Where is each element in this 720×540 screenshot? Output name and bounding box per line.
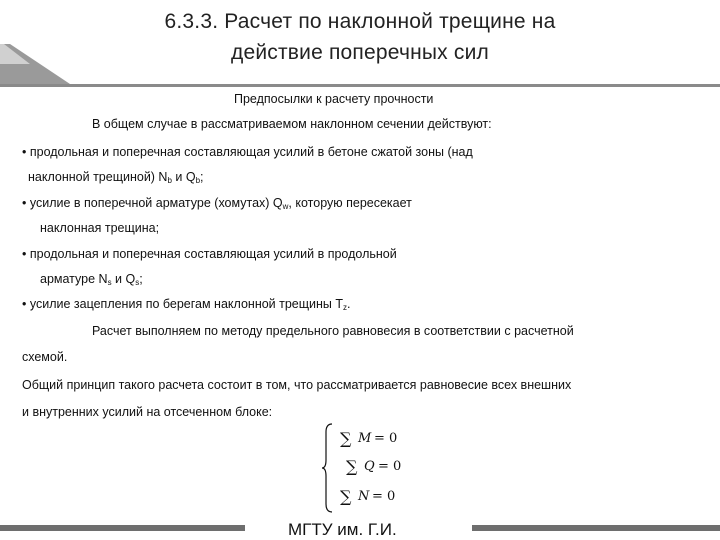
page-title-line2: действие поперечных сил [231,41,489,64]
footer-bar-right [472,525,720,531]
eq2-rhs: = 0 [378,459,402,474]
eq3-var: N [358,489,370,504]
principle-line1: Общий принцип такого расчета состоит в том, что рассматривается равновесие всех внешних [22,378,572,392]
bullet-1-line1: • продольная и поперечная составляющая усилий в бетоне сжатой зоны (над [22,145,473,159]
principle-line2: и внутренних усилий на отсеченном блоке: [22,405,273,419]
equilibrium-equations [322,422,412,514]
bullet-1-line2: наклонной трещиной) $N_b$ и $Q_b$; [28,170,204,185]
footer-bar-left [0,525,245,531]
sigma-3: ∑ [340,487,352,506]
method-line2: схемой. [22,350,68,364]
bullet-3-line1: • продольная и поперечная составляющая усилий в продольной [22,247,397,261]
bullet-2-line1: • усилие в поперечной арматуре (хомутах) $Q_w$, которую пересекает [22,196,412,211]
sigma-2: ∑ [346,457,358,476]
eq3-rhs: = 0 [372,489,396,504]
title-divider [0,84,720,87]
bullet-3-line2: арматуре $N_s$ и $Q_s$; [40,272,143,287]
method-line1: Расчет выполняем по методу предельного равновесия в соответствии с расчетной [92,324,574,338]
left-brace [322,424,332,512]
eq1-rhs: = 0 [374,431,398,446]
sigma-1: ∑ [340,429,352,448]
footer-text: МГТУ им. Г.И. [288,520,397,539]
intro-text: В общем случае в рассматриваемом наклонном сечении действуют: [92,117,492,131]
subheading: Предпосылки к расчету прочности [234,92,434,106]
bullet-2-line2: наклонная трещина; [40,221,160,235]
page-title-line1: 6.3.3. Расчет по наклонной трещине на [164,10,556,33]
eq2-var: Q [364,459,375,474]
eq1-var: M [358,431,372,446]
bullet-4: • усилие зацепления по берегам наклонной трещины $T_z$. [22,297,351,312]
